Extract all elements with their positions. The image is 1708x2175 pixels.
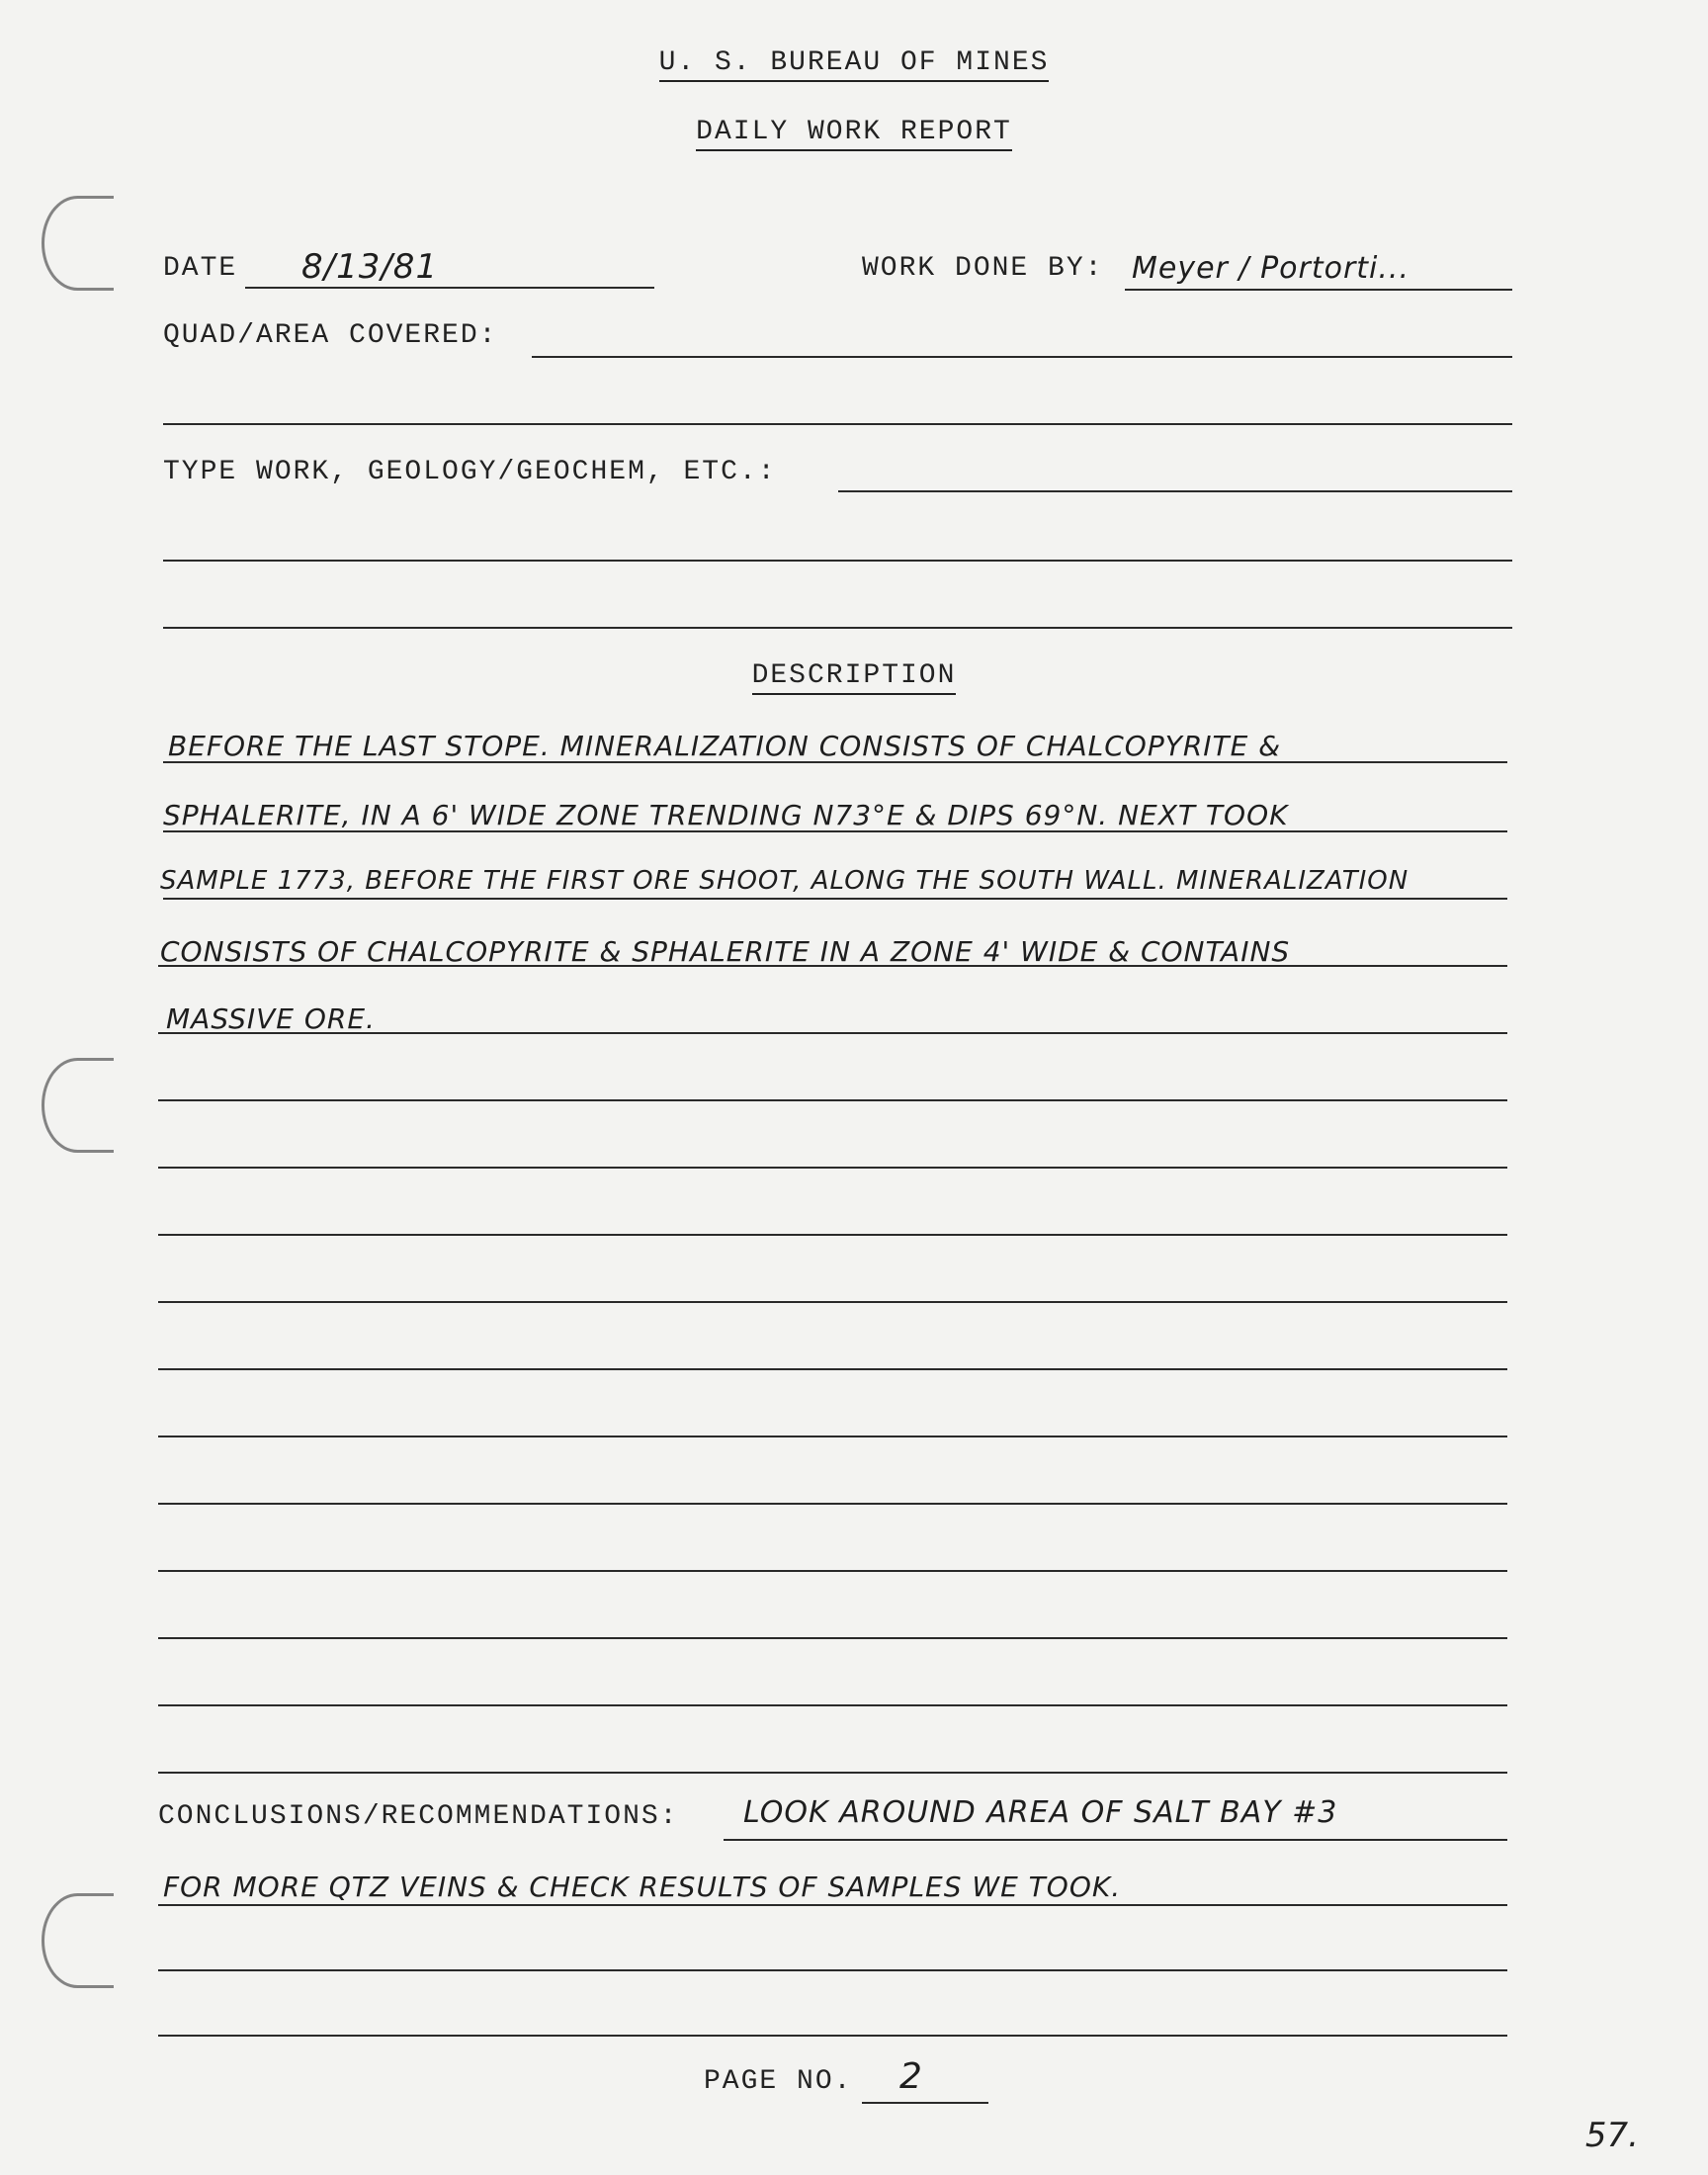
conclusions-line-3[interactable] <box>158 1969 1507 1971</box>
conclusions-label: CONCLUSIONS/RECOMMENDATIONS: <box>158 1801 679 1832</box>
description-rule-14[interactable] <box>158 1637 1507 1639</box>
conclusions-line-1[interactable] <box>724 1839 1507 1841</box>
quad-area-line-2[interactable] <box>163 423 1512 425</box>
type-work-line-1[interactable] <box>838 490 1512 492</box>
agency-title: U. S. BUREAU OF MINES <box>0 47 1708 78</box>
conclusions-value-line-1: LOOK AROUND AREA OF SALT BAY #3 <box>743 1795 1338 1830</box>
description-rule-3[interactable] <box>163 898 1507 900</box>
description-rule-1[interactable] <box>163 761 1507 763</box>
page-no-line <box>862 2102 988 2104</box>
work-done-by-line <box>1125 289 1512 291</box>
quad-area-label: QUAD/AREA COVERED: <box>163 320 498 351</box>
conclusions-value-line-2: FOR MORE QTZ VEINS & CHECK RESULTS OF SAMPLES WE TOOK. <box>163 1870 1122 1903</box>
quad-area-line-1[interactable] <box>532 356 1512 358</box>
description-rule-4[interactable] <box>158 965 1507 967</box>
description-rule-9[interactable] <box>158 1301 1507 1303</box>
type-work-label: TYPE WORK, GEOLOGY/GEOCHEM, ETC.: <box>163 457 777 487</box>
sheet-number: 57. <box>1584 2116 1639 2155</box>
description-rule-12[interactable] <box>158 1503 1507 1505</box>
description-line-4: CONSISTS OF CHALCOPYRITE & SPHALERITE IN A ZONE 4' WIDE & CONTAINS <box>160 935 1291 968</box>
page-no-value[interactable]: 2 <box>899 2056 923 2097</box>
description-rule-16[interactable] <box>158 1772 1507 1774</box>
binder-hole-top <box>42 196 114 291</box>
description-rule-11[interactable] <box>158 1436 1507 1437</box>
date-label: DATE <box>163 253 238 284</box>
description-line-5: MASSIVE ORE. <box>166 1002 376 1035</box>
conclusions-line-4[interactable] <box>158 2035 1507 2037</box>
work-done-by-value[interactable]: Meyer / Portorti... <box>1132 251 1410 286</box>
date-line <box>245 287 654 289</box>
work-done-by-label: WORK DONE BY: <box>862 253 1104 284</box>
description-heading: DESCRIPTION <box>0 660 1708 691</box>
type-work-line-2[interactable] <box>163 560 1512 562</box>
description-line-2: SPHALERITE, IN A 6' WIDE ZONE TRENDING N73°E & DIPS 69°N. NEXT TOOK <box>163 799 1289 831</box>
binder-hole-middle <box>42 1058 114 1153</box>
description-rule-13[interactable] <box>158 1570 1507 1572</box>
conclusions-line-2[interactable] <box>158 1904 1507 1906</box>
page-no-label: PAGE NO. <box>704 2066 853 2097</box>
type-work-line-3[interactable] <box>163 627 1512 629</box>
description-rule-15[interactable] <box>158 1704 1507 1706</box>
description-rule-10[interactable] <box>158 1368 1507 1370</box>
description-rule-2[interactable] <box>163 830 1507 832</box>
description-line-3: SAMPLE 1773, BEFORE THE FIRST ORE SHOOT, ALONG THE SOUTH WALL. MINERALIZATION <box>160 866 1409 896</box>
description-rule-8[interactable] <box>158 1234 1507 1236</box>
description-rule-6[interactable] <box>158 1099 1507 1101</box>
form-title: DAILY WORK REPORT <box>0 117 1708 147</box>
description-rule-5[interactable] <box>158 1032 1507 1034</box>
description-line-1: BEFORE THE LAST STOPE. MINERALIZATION CONSISTS OF CHALCOPYRITE & <box>168 730 1282 762</box>
binder-hole-bottom <box>42 1893 114 1988</box>
description-rule-7[interactable] <box>158 1167 1507 1169</box>
date-value[interactable]: 8/13/81 <box>301 247 439 287</box>
